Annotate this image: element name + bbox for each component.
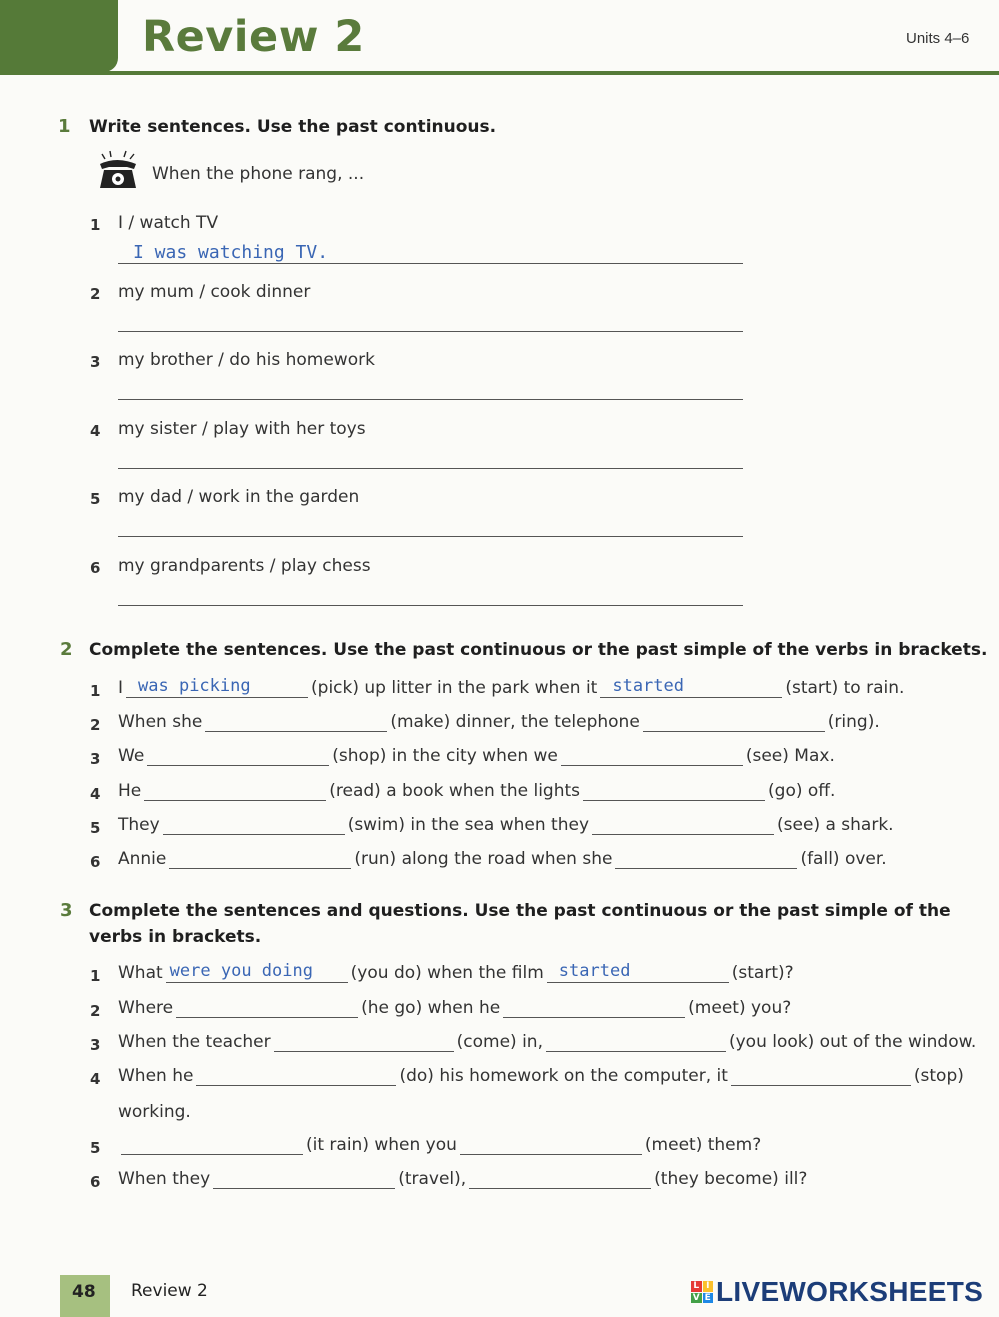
ex3-text: (travel), xyxy=(398,1169,467,1189)
ex2-answer: started xyxy=(612,676,684,696)
ex2-gap-1[interactable] xyxy=(205,714,387,732)
ex3-gap-1[interactable] xyxy=(121,1137,303,1155)
ex3-answer: were you doing xyxy=(169,961,313,981)
brand-name: LIVEWORKSHEETS xyxy=(716,1276,984,1307)
page-title: Review 2 xyxy=(142,12,365,62)
ex2-sentence xyxy=(118,781,835,801)
ex2-item-number: 2 xyxy=(90,716,101,734)
ex3-item-number: 3 xyxy=(90,1036,101,1054)
ex2-item-number: 5 xyxy=(90,819,101,837)
ex3-gap-1[interactable] xyxy=(166,961,348,983)
ex1-item-number: 4 xyxy=(90,422,101,440)
ex2-gap-2[interactable] xyxy=(583,783,765,801)
answer-line[interactable] xyxy=(118,263,743,264)
ex3-text: Where xyxy=(118,998,174,1018)
ex1-item-number: 5 xyxy=(90,490,101,508)
ex2-answer: was picking xyxy=(138,676,251,696)
ex3-gap-2[interactable] xyxy=(460,1137,642,1155)
ex3-gap-1[interactable] xyxy=(274,1034,454,1052)
ex3-gap-1[interactable] xyxy=(176,1000,358,1018)
answer-line[interactable] xyxy=(118,331,743,332)
ex2-text: They xyxy=(118,815,160,835)
exercise-1-title: Write sentences. Use the past continuous. xyxy=(89,117,497,137)
ex2-gap-2[interactable] xyxy=(592,817,774,835)
ex2-item-number: 3 xyxy=(90,750,101,768)
ex2-text: Annie xyxy=(118,849,167,869)
ex3-sentence xyxy=(118,1032,976,1052)
logo-letter: I xyxy=(703,1281,714,1292)
ex2-gap-2[interactable] xyxy=(561,748,743,766)
ex1-item-prompt: my grandparents / play chess xyxy=(118,556,371,576)
ex2-gap-1[interactable] xyxy=(126,676,308,698)
ex3-text: (stop) xyxy=(913,1066,964,1086)
exercise-2-number: 2 xyxy=(60,639,73,660)
ex3-item-number: 5 xyxy=(90,1139,101,1157)
ex2-gap-1[interactable] xyxy=(144,783,326,801)
ex3-sentence xyxy=(118,1169,807,1189)
ex2-gap-2[interactable] xyxy=(600,676,782,698)
answer-line[interactable] xyxy=(118,605,743,606)
ex3-answer: started xyxy=(558,961,631,981)
exercise-1-number: 1 xyxy=(58,116,71,137)
ex3-text: (meet) them? xyxy=(644,1135,762,1155)
ex1-item-number: 3 xyxy=(90,353,101,371)
ex2-text: (start) to rain. xyxy=(785,678,905,698)
answer-line[interactable] xyxy=(118,468,743,469)
ex3-gap-2[interactable] xyxy=(546,1034,726,1052)
exercise-3-title: verbs in brackets. xyxy=(89,927,262,947)
ex3-text: (start)? xyxy=(731,963,794,983)
exercise-2-title: Complete the sentences. Use the past continuous or the past simple of the verbs in brackets. xyxy=(89,640,988,660)
ex2-text: We xyxy=(118,746,145,766)
ex3-text: working. xyxy=(118,1102,191,1122)
ex3-item-number: 2 xyxy=(90,1002,101,1020)
logo-letter: V xyxy=(692,1292,700,1303)
ex2-text: (go) off. xyxy=(768,781,836,801)
ex1-item-prompt: I / watch TV xyxy=(118,213,219,233)
ex3-gap-2[interactable] xyxy=(731,1068,911,1086)
ex3-gap-1[interactable] xyxy=(213,1171,395,1189)
logo-letter: L xyxy=(691,1281,702,1292)
ex2-text: (see) Max. xyxy=(745,746,835,766)
ex1-item-prompt: my sister / play with her toys xyxy=(118,419,366,439)
ex3-text: When they xyxy=(118,1169,211,1189)
ex2-text: (make) dinner, the telephone xyxy=(390,712,640,732)
ex3-sentence xyxy=(118,1135,761,1155)
ex2-text: I xyxy=(118,678,124,698)
exercise-1-intro: When the phone rang, ... xyxy=(152,164,365,184)
ex2-text: (fall) over. xyxy=(800,849,887,869)
ex2-text: (ring). xyxy=(827,712,880,732)
ex2-gap-1[interactable] xyxy=(163,817,345,835)
liveworksheets-logo xyxy=(691,1276,983,1308)
ex2-text: (swim) in the sea when they xyxy=(347,815,590,835)
logo-letter: E xyxy=(703,1293,714,1304)
ex2-sentence xyxy=(118,815,894,835)
ex3-item-number: 4 xyxy=(90,1070,101,1088)
ex3-item-number: 6 xyxy=(90,1173,101,1191)
ex3-sentence xyxy=(118,998,791,1018)
exercise-3-number: 3 xyxy=(60,900,73,921)
ex3-gap-1[interactable] xyxy=(196,1068,396,1086)
ex3-gap-2[interactable] xyxy=(503,1000,685,1018)
ex3-text: When the teacher xyxy=(118,1032,271,1052)
answer-line[interactable] xyxy=(118,399,743,400)
ex1-item-number: 6 xyxy=(90,559,101,577)
answer-line[interactable] xyxy=(118,536,743,537)
ex2-gap-1[interactable] xyxy=(147,748,329,766)
exercise-3-title: Complete the sentences and questions. Use the past continuous or the past simple of the xyxy=(89,901,951,921)
ex2-text: He xyxy=(118,781,142,801)
ex2-sentence xyxy=(118,712,880,732)
ex2-gap-1[interactable] xyxy=(169,851,351,869)
ex2-sentence xyxy=(118,678,904,698)
ex1-answer-1[interactable]: I was watching TV. xyxy=(133,242,329,263)
ex1-item-prompt: my mum / cook dinner xyxy=(118,282,311,302)
ex1-item-number: 1 xyxy=(90,216,101,234)
ex3-text: (do) his homework on the computer, it xyxy=(399,1066,728,1086)
ex2-text: (pick) up litter in the park when it xyxy=(311,678,598,698)
ex2-text: When she xyxy=(118,712,203,732)
ex3-text: When he xyxy=(118,1066,194,1086)
ex3-text: (he go) when he xyxy=(361,998,501,1018)
ex3-text: (meet) you? xyxy=(688,998,792,1018)
ex3-text: (they become) ill? xyxy=(654,1169,808,1189)
ex3-text: (you look) out of the window. xyxy=(728,1032,977,1052)
page-number: 48 xyxy=(72,1282,96,1302)
telephone-icon xyxy=(92,148,142,192)
ex3-sentence xyxy=(118,963,794,983)
ex2-item-number: 4 xyxy=(90,785,101,803)
ex2-gap-2[interactable] xyxy=(643,714,825,732)
header-band xyxy=(0,0,118,72)
ex2-text: (see) a shark. xyxy=(777,815,894,835)
ex2-item-number: 1 xyxy=(90,682,101,700)
ex3-text: (it rain) when you xyxy=(306,1135,457,1155)
ex1-item-number: 2 xyxy=(90,285,101,303)
ex2-text: (run) along the road when she xyxy=(354,849,613,869)
ex2-text: (shop) in the city when we xyxy=(332,746,558,766)
ex3-text: (come) in, xyxy=(456,1032,543,1052)
ex3-text: What xyxy=(118,963,163,983)
header-rule xyxy=(0,71,999,75)
ex2-text: (read) a book when the lights xyxy=(329,781,581,801)
ex2-item-number: 6 xyxy=(90,853,101,871)
ex1-item-prompt: my dad / work in the garden xyxy=(118,487,360,507)
ex3-sentence xyxy=(118,1066,964,1086)
ex1-item-prompt: my brother / do his homework xyxy=(118,350,375,370)
liveworksheets-icon xyxy=(691,1281,713,1303)
ex2-sentence xyxy=(118,849,887,869)
footer-label: Review 2 xyxy=(131,1281,208,1301)
ex3-item-number: 1 xyxy=(90,967,101,985)
ex2-sentence xyxy=(118,746,835,766)
ex3-gap-2[interactable] xyxy=(469,1171,651,1189)
ex3-gap-2[interactable] xyxy=(547,961,729,983)
ex2-gap-2[interactable] xyxy=(615,851,797,869)
ex3-text: (you do) when the film xyxy=(350,963,544,983)
units-label: Units 4–6 xyxy=(906,30,970,47)
